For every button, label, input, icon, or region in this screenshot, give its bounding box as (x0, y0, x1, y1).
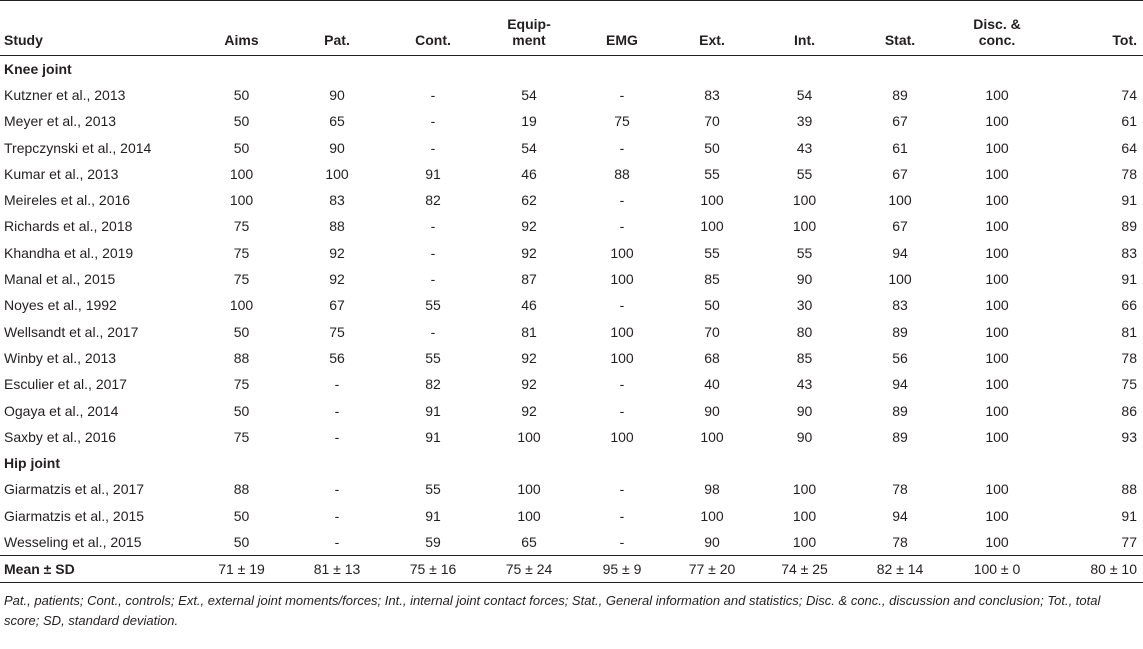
score-cell: - (430, 323, 436, 340)
mean-value-cell: 82 ± 14 (852, 555, 948, 582)
score-cell: 46 (521, 165, 537, 182)
study-name-cell: Khandha et al., 2019 (4, 244, 134, 261)
score-cell: 55 (425, 481, 441, 498)
table-row (0, 424, 1143, 450)
score-cell: 92 (521, 218, 537, 235)
study-name-cell: Ogaya et al., 2014 (4, 402, 119, 419)
score-cell: 75 (233, 428, 250, 445)
table-row (0, 371, 1143, 397)
mean-value-cell: 77 ± 20 (667, 555, 757, 582)
table-row (0, 134, 1143, 160)
score-cell: 74 (1121, 86, 1137, 103)
score-cell: 94 (892, 507, 908, 524)
score-cell: 64 (1121, 139, 1137, 156)
score-cell: 55 (704, 244, 720, 261)
column-header: Aims (194, 1, 289, 56)
mean-value-cell: 95 ± 9 (577, 555, 667, 582)
score-cell: 83 (329, 192, 345, 209)
score-cell: 100 (325, 165, 349, 182)
score-cell: 100 (985, 507, 1009, 524)
score-cell: 92 (521, 349, 537, 366)
score-cell: 100 (792, 481, 817, 498)
mean-value-cell: 81 ± 13 (289, 555, 385, 582)
score-cell: 100 (229, 165, 254, 182)
score-cell: 90 (796, 402, 813, 419)
score-cell: 19 (521, 113, 537, 130)
table-row (0, 503, 1143, 529)
score-cell: 91 (1121, 192, 1137, 209)
score-cell: - (334, 481, 340, 498)
score-cell: 90 (329, 86, 345, 103)
score-cell: 85 (704, 271, 720, 288)
table-row (0, 397, 1143, 423)
study-name-cell: Saxby et al., 2016 (4, 428, 117, 445)
score-cell: 75 (233, 244, 250, 261)
score-cell: 100 (792, 533, 817, 550)
score-cell: 62 (521, 192, 537, 209)
score-cell: 30 (796, 297, 813, 314)
score-cell: 91 (1121, 507, 1137, 524)
study-name-cell: Meyer et al., 2013 (4, 113, 117, 130)
score-cell: 86 (1121, 402, 1137, 419)
score-cell: 65 (329, 113, 345, 130)
score-cell: 92 (521, 376, 537, 393)
score-cell: 50 (233, 402, 250, 419)
score-cell: - (334, 402, 340, 419)
score-cell: 88 (233, 349, 250, 366)
score-cell: 100 (985, 165, 1009, 182)
table-row (0, 240, 1143, 266)
score-cell: 50 (233, 507, 250, 524)
column-header: Ext. (667, 1, 757, 56)
score-cell: 82 (425, 192, 441, 209)
score-cell: 55 (425, 349, 441, 366)
score-cell: 100 (610, 244, 634, 261)
score-cell: 88 (329, 218, 345, 235)
score-cell: 78 (892, 533, 908, 550)
score-cell: - (619, 192, 625, 209)
score-cell: 92 (329, 271, 345, 288)
score-cell: 50 (233, 113, 250, 130)
score-cell: 100 (985, 323, 1009, 340)
score-cell: 100 (985, 113, 1009, 130)
score-cell: 70 (704, 113, 720, 130)
score-cell: 54 (521, 139, 537, 156)
score-cell: 94 (892, 244, 908, 261)
score-cell: 89 (892, 402, 908, 419)
score-cell: 67 (892, 113, 908, 130)
score-cell: - (619, 86, 625, 103)
score-cell: 80 (796, 323, 813, 340)
mean-value-cell: 80 ± 10 (1046, 555, 1143, 582)
score-cell: 100 (517, 428, 541, 445)
score-cell: - (619, 481, 625, 498)
table-header (0, 1, 1143, 56)
score-cell: - (619, 533, 625, 550)
column-header: Study (0, 1, 194, 56)
score-cell: 91 (425, 165, 441, 182)
score-cell: 90 (796, 428, 813, 445)
score-cell: 92 (521, 402, 537, 419)
score-cell: 54 (521, 86, 537, 103)
table-row (0, 213, 1143, 239)
score-cell: 100 (517, 481, 541, 498)
score-cell: 75 (614, 113, 630, 130)
column-header: Int. (757, 1, 852, 56)
score-cell: 90 (329, 139, 345, 156)
table-row (0, 187, 1143, 213)
table-row (0, 292, 1143, 318)
score-cell: 100 (700, 192, 724, 209)
score-cell: 55 (425, 297, 441, 314)
score-cell: 43 (796, 376, 813, 393)
score-cell: 85 (796, 349, 813, 366)
score-cell: 50 (704, 297, 720, 314)
column-header: Stat. (852, 1, 948, 56)
section-title: Hip joint (4, 455, 60, 472)
score-cell: 70 (704, 323, 720, 340)
score-cell: 77 (1121, 533, 1137, 550)
score-cell: 100 (700, 507, 724, 524)
score-cell: 100 (985, 271, 1009, 288)
study-name-cell: Kutzner et al., 2013 (4, 86, 126, 103)
score-cell: 100 (888, 271, 912, 288)
score-cell: 46 (521, 297, 537, 314)
score-cell: - (430, 86, 436, 103)
study-name-cell: Richards et al., 2018 (4, 218, 133, 235)
score-cell: 68 (704, 349, 720, 366)
score-cell: 100 (985, 349, 1009, 366)
score-cell: 55 (796, 165, 813, 182)
score-cell: 100 (985, 297, 1009, 314)
study-name-cell: Giarmatzis et al., 2015 (4, 507, 145, 524)
table-footnote: Pat., patients; Cont., controls; Ext., external joint moments/forces; Int., internal joint contact forces; Stat., General information and statistics; Disc. & conc., discussion and conclusion; Tot., total score; SD, standard deviation. (4, 592, 1101, 628)
score-cell: 100 (792, 192, 817, 209)
score-cell: 100 (985, 533, 1009, 550)
score-cell: 43 (796, 139, 813, 156)
score-cell: 56 (329, 349, 345, 366)
score-cell: 87 (521, 271, 537, 288)
study-name-cell: Trepczynski et al., 2014 (4, 139, 152, 156)
mean-value-cell: 75 ± 24 (481, 555, 577, 582)
score-cell: - (619, 376, 625, 393)
section-title: Knee joint (4, 60, 72, 77)
column-header: Tot. (1046, 1, 1143, 56)
score-cell: 83 (892, 297, 908, 314)
score-cell: 75 (233, 376, 250, 393)
score-cell: 100 (985, 428, 1009, 445)
score-cell: 83 (704, 86, 720, 103)
mean-value-cell: 71 ± 19 (194, 555, 289, 582)
table-row (0, 318, 1143, 344)
table-row (0, 161, 1143, 187)
score-cell: 90 (704, 402, 720, 419)
score-cell: - (334, 428, 340, 445)
score-cell: 90 (796, 271, 813, 288)
score-cell: 66 (1121, 297, 1137, 314)
score-cell: 81 (521, 323, 537, 340)
score-cell: 98 (704, 481, 720, 498)
score-cell: 92 (329, 244, 345, 261)
score-cell: 100 (985, 86, 1009, 103)
score-cell: - (334, 507, 340, 524)
score-cell: - (619, 402, 625, 419)
study-name-cell: Giarmatzis et al., 2017 (4, 481, 145, 498)
score-cell: 82 (425, 376, 441, 393)
score-cell: 56 (892, 349, 908, 366)
study-name-cell: Kumar et al., 2013 (4, 165, 119, 182)
score-cell: 100 (985, 244, 1009, 261)
score-cell: 100 (792, 507, 817, 524)
score-cell: 81 (1121, 323, 1137, 340)
section-header-row (0, 56, 1143, 82)
score-cell: - (619, 507, 625, 524)
score-cell: - (430, 113, 436, 130)
score-cell: - (430, 271, 436, 288)
mean-sd-row (0, 555, 1143, 582)
score-cell: 91 (425, 507, 441, 524)
mean-value-cell: 74 ± 25 (757, 555, 852, 582)
score-cell: 100 (985, 402, 1009, 419)
score-cell: 78 (892, 481, 908, 498)
table-row (0, 529, 1143, 555)
score-cell: 75 (233, 271, 250, 288)
score-cell: 78 (1121, 165, 1137, 182)
study-name-cell: Noyes et al., 1992 (4, 297, 117, 314)
score-cell: - (334, 376, 340, 393)
score-cell: 100 (700, 428, 724, 445)
score-cell: 88 (233, 481, 250, 498)
table-row (0, 345, 1143, 371)
column-header: Pat. (289, 1, 385, 56)
score-cell: 61 (1121, 113, 1137, 130)
score-cell: - (430, 244, 436, 261)
study-name-cell: Manal et al., 2015 (4, 271, 116, 288)
score-cell: 91 (1121, 271, 1137, 288)
study-name-cell: Winby et al., 2013 (4, 349, 117, 366)
score-cell: 54 (796, 86, 813, 103)
score-cell: 40 (704, 376, 720, 393)
score-cell: 100 (985, 376, 1009, 393)
score-cell: 50 (233, 139, 250, 156)
score-cell: 100 (517, 507, 541, 524)
score-cell: 67 (892, 218, 908, 235)
score-cell: - (430, 218, 436, 235)
score-cell: 50 (233, 323, 250, 340)
score-cell: 67 (892, 165, 908, 182)
study-name-cell: Wellsandt et al., 2017 (4, 323, 139, 340)
study-name-cell: Esculier et al., 2017 (4, 376, 127, 393)
score-cell: 100 (985, 481, 1009, 498)
score-cell: 100 (229, 192, 254, 209)
score-cell: 89 (892, 86, 908, 103)
score-cell: 88 (614, 165, 630, 182)
score-cell: 100 (985, 139, 1009, 156)
score-cell: 55 (704, 165, 720, 182)
score-cell: 91 (425, 428, 441, 445)
column-header: Equip- ment (481, 1, 577, 56)
score-cell: 50 (233, 86, 250, 103)
score-cell: 100 (985, 192, 1009, 209)
score-cell: 89 (1121, 218, 1137, 235)
table-row (0, 266, 1143, 292)
score-cell: 100 (888, 192, 912, 209)
score-cell: 90 (704, 533, 720, 550)
score-cell: 75 (233, 218, 250, 235)
score-cell: 83 (1121, 244, 1137, 261)
table-row (0, 82, 1143, 108)
mean-label-cell: Mean ± SD (0, 555, 194, 582)
score-cell: 89 (892, 428, 908, 445)
column-header: Cont. (385, 1, 481, 56)
score-cell: 91 (425, 402, 441, 419)
score-cell: 93 (1121, 428, 1137, 445)
score-cell: 100 (985, 218, 1009, 235)
score-cell: - (619, 139, 625, 156)
score-cell: 75 (1121, 376, 1137, 393)
table-row (0, 476, 1143, 502)
score-cell: 88 (1121, 481, 1137, 498)
study-name-cell: Meireles et al., 2016 (4, 192, 131, 209)
score-cell: 55 (796, 244, 813, 261)
score-cell: 100 (700, 218, 724, 235)
study-name-cell: Wesseling et al., 2015 (4, 533, 142, 550)
table-row (0, 108, 1143, 134)
score-cell: 94 (892, 376, 908, 393)
table-body (0, 56, 1143, 583)
mean-value-cell: 75 ± 16 (385, 555, 481, 582)
score-cell: 100 (610, 349, 634, 366)
score-cell: 100 (610, 323, 634, 340)
score-cell: 50 (704, 139, 720, 156)
score-cell: 65 (521, 533, 537, 550)
score-cell: 39 (796, 113, 813, 130)
score-cell: - (619, 218, 625, 235)
column-header: EMG (577, 1, 667, 56)
score-cell: 100 (792, 218, 817, 235)
column-header: Disc. & conc. (948, 1, 1046, 56)
score-cell: 78 (1121, 349, 1137, 366)
score-cell: - (334, 533, 340, 550)
score-cell: 100 (229, 297, 254, 314)
score-cell: 67 (329, 297, 345, 314)
score-cell: 61 (892, 139, 908, 156)
score-cell: 59 (425, 533, 441, 550)
score-cell: 50 (233, 533, 250, 550)
score-cell: 75 (329, 323, 345, 340)
mean-value-cell: 100 ± 0 (948, 555, 1046, 582)
score-cell: 89 (892, 323, 908, 340)
score-cell: - (430, 139, 436, 156)
section-header-row (0, 450, 1143, 476)
score-cell: 92 (521, 244, 537, 261)
score-cell: 100 (610, 271, 634, 288)
score-cell: 100 (610, 428, 634, 445)
header-row (0, 1, 1143, 56)
score-cell: - (619, 297, 625, 314)
